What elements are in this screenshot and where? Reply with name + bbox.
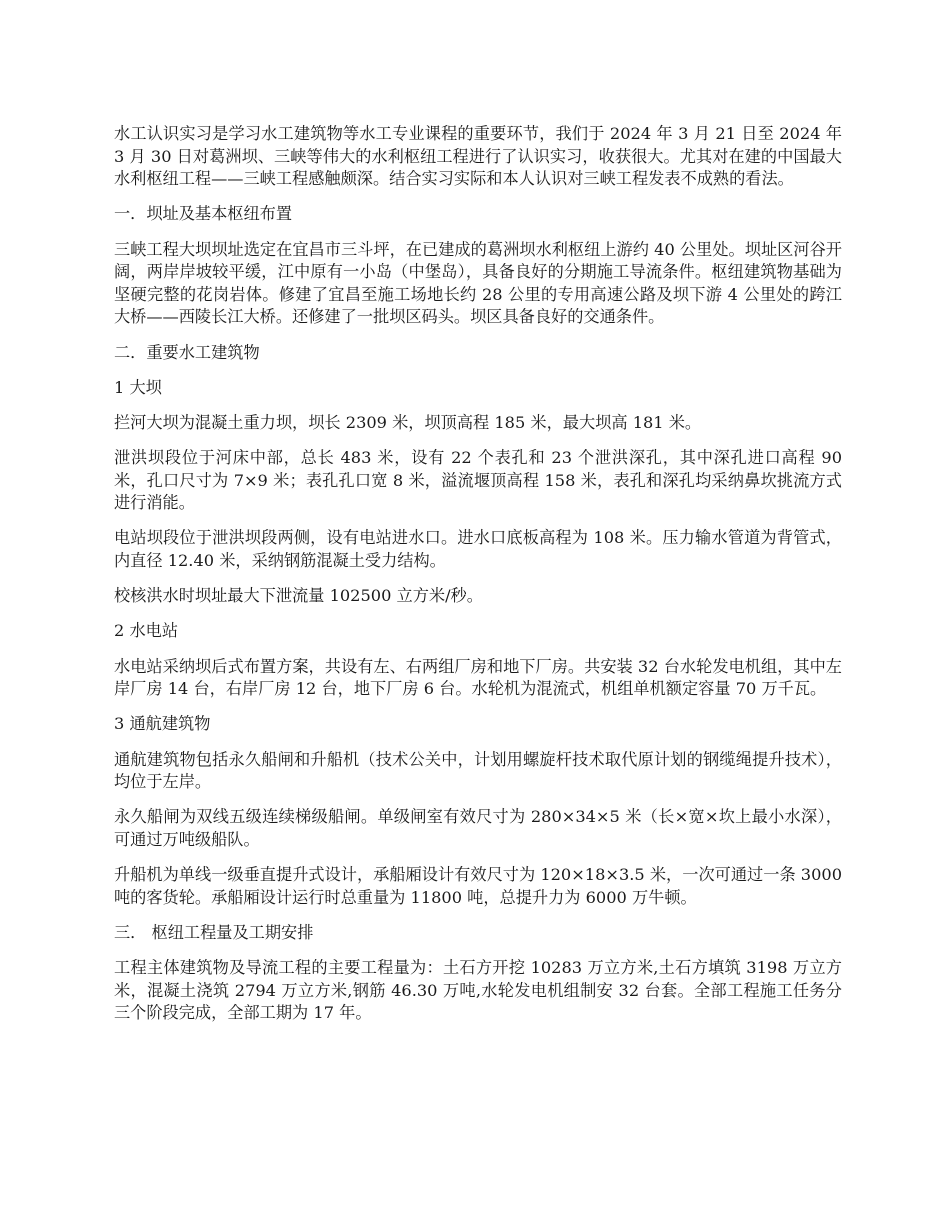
powerhouse-dam-paragraph: 电站坝段位于泄洪坝段两侧，设有电站进水口。进水口底板高程为 108 米。压力输水管道为背管式，内直径 12.40 米，采纳钢筋混凝土受力结构。: [114, 528, 842, 571]
dam-paragraph: 拦河大坝为混凝土重力坝，坝长 2309 米，坝顶高程 185 米，最大坝高 181 米。: [114, 412, 702, 432]
navigation-paragraph: 通航建筑物包括永久船闸和升船机（技术公关中，计划用螺旋杆技术取代原计划的钢缆绳提升技术），均位于左岸。: [114, 749, 842, 792]
section-heading-site-layout: 一．坝址及基本枢纽布置: [114, 204, 293, 224]
site-layout-paragraph: 三峡工程大坝坝址选定在宜昌市三斗坪，在已建成的葛洲坝水利枢纽上游约 40 公里处。坝址区河谷开阔，两岸岸坡较平缓，江中原有一小岛（中堡岛），具备良好的分期施工导流条件。枢纽建筑物基础为坚硬完整的花岗岩体。修建了宜昌至施工场地长约 28 公里的专用高速公路及坝下游 4 公里处的跨江大桥——西陵长江大桥。还修建了一批坝区码头。坝区具备良好的交通条件。: [114, 239, 842, 327]
intro-paragraph: 水工认识实习是学习水工建筑物等水工专业课程的重要环节，我们于 2024 年 3 月 21 日至 2024 年 3 月 30 日对葛洲坝、三峡等伟大的水利枢纽工程进行了认识实习，收获很大。尤其对在建的中国最大水利枢纽工程——三峡工程感触颇深。结合实习实际和本人认识对三峡工程发表不成熟的看法。: [114, 124, 842, 189]
subheading-hydropower-station: 2 水电站: [114, 621, 179, 641]
quantities-paragraph: 工程主体建筑物及导流工程的主要工程量为：土石方开挖 10283 万立方米,土石方填筑 3198 万立方米，混凝土浇筑 2794 万立方米,钢筋 46.30 万吨,水轮发电机组制安 32 台套。全部工程施工任务分三个阶段完成，全部工期为 17 年。: [114, 958, 842, 1023]
section-heading-hydraulic-structures: 二．重要水工建筑物: [114, 342, 260, 362]
spillway-paragraph: 泄洪坝段位于河床中部，总长 483 米，设有 22 个表孔和 23 个泄洪深孔，其中深孔进口高程 90 米，孔口尺寸为 7×9 米；表孔孔口宽 8 米，溢流堰顶高程 158 米，表孔和深孔均采纳鼻坎挑流方式进行消能。: [114, 448, 842, 513]
flood-discharge-paragraph: 校核洪水时坝址最大下泄流量 102500 立方米/秒。: [114, 586, 483, 606]
hydropower-paragraph: 水电站采纳坝后式布置方案，共设有左、右两组厂房和地下厂房。共安装 32 台水轮发电机组，其中左岸厂房 14 台，右岸厂房 12 台，地下厂房 6 台。水轮机为混流式，机组单机额定容量 70 万千瓦。: [114, 656, 842, 699]
subheading-dam: 1 大坝: [114, 377, 162, 397]
section-heading-quantities-schedule: 三． 枢纽工程量及工期安排: [114, 922, 314, 942]
document-body: [114, 123, 842, 1038]
ship-lift-paragraph: 升船机为单线一级垂直提升式设计，承船厢设计有效尺寸为 120×18×3.5 米，一次可通过一条 3000 吨的客货轮。承船厢设计运行时总重量为 11800 吨，总提升力为 6000 万牛顿。: [114, 865, 842, 907]
subheading-navigation-structures: 3 通航建筑物: [114, 714, 211, 734]
ship-lock-paragraph: 永久船闸为双线五级连续梯级船闸。单级闸室有效尺寸为 280×34×5 米（长×宽×坎上最小水深），可通过万吨级船队。: [114, 807, 842, 849]
